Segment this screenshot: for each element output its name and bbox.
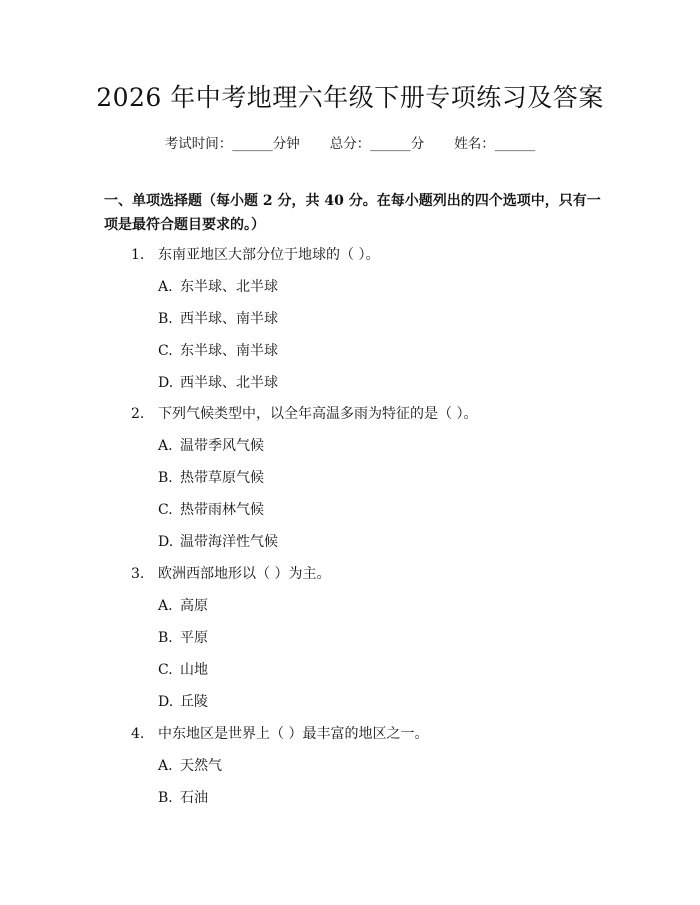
option-letter: D. [158, 694, 174, 710]
exam-meta [0, 132, 700, 152]
question-text: 下列气候类型中，以全年高温多雨为特征的是（ ）。 [158, 406, 478, 422]
question-number: 3. [131, 566, 145, 582]
option-text: 温带季风气候 [180, 438, 264, 454]
question-3 [131, 563, 330, 583]
option-letter: D. [158, 375, 174, 391]
option-text: 热带雨林气候 [180, 502, 264, 518]
option-letter: A. [158, 598, 173, 614]
option-2b [158, 467, 264, 487]
question-4 [131, 723, 428, 743]
option-letter: B. [158, 311, 173, 327]
question-text: 中东地区是世界上（ ）最丰富的地区之一。 [158, 726, 429, 742]
option-letter: B. [158, 470, 173, 486]
option-text: 高原 [180, 598, 208, 614]
question-text: 东南亚地区大部分位于地球的（ ）。 [158, 247, 380, 263]
option-letter: A. [158, 438, 173, 454]
question-number: 1. [131, 247, 145, 263]
section-heading: 一、单项选择题（每小题 2 分，共 40 分。在每小题列出的四个选项中，只有一项是最符合题目要求的。） [104, 193, 601, 233]
question-2 [131, 403, 477, 423]
option-1c [158, 340, 278, 360]
option-2d [158, 531, 278, 551]
option-letter: C. [158, 662, 173, 678]
option-text: 天然气 [180, 758, 222, 774]
option-3a [158, 595, 208, 615]
option-letter: B. [158, 790, 173, 806]
page-title: 2026 年中考地理六年级下册专项练习及答案 [96, 83, 604, 112]
option-letter: A. [158, 758, 173, 774]
option-4a [158, 755, 222, 775]
option-letter: C. [158, 343, 173, 359]
exam-time: 考试时间：______分钟 [164, 136, 300, 152]
option-2c [158, 499, 264, 519]
option-letter: A. [158, 279, 173, 295]
option-text: 东半球、北半球 [180, 279, 278, 295]
option-text: 山地 [180, 662, 208, 678]
question-number: 4. [131, 726, 145, 742]
question-1 [131, 244, 379, 264]
question-text: 欧洲西部地形以（ ）为主。 [158, 566, 331, 582]
option-2a [158, 435, 264, 455]
option-3d [158, 691, 208, 711]
question-number: 2. [131, 406, 145, 422]
option-1b [158, 308, 278, 328]
exam-name: 姓名：______ [454, 136, 536, 152]
option-letter: B. [158, 630, 173, 646]
option-text: 温带海洋性气候 [180, 534, 278, 550]
option-text: 平原 [180, 630, 208, 646]
option-text: 西半球、南半球 [180, 311, 278, 327]
option-text: 西半球、北半球 [180, 375, 278, 391]
option-letter: C. [158, 502, 173, 518]
option-text: 石油 [180, 790, 208, 806]
option-text: 丘陵 [180, 694, 208, 710]
option-text: 热带草原气候 [180, 470, 264, 486]
option-1d [158, 372, 278, 392]
option-4b [158, 787, 208, 807]
option-3b [158, 627, 208, 647]
option-1a [158, 276, 278, 296]
option-text: 东半球、南半球 [180, 343, 278, 359]
exam-score: 总分：______分 [329, 136, 425, 152]
option-3c [158, 659, 208, 679]
option-letter: D. [158, 534, 174, 550]
